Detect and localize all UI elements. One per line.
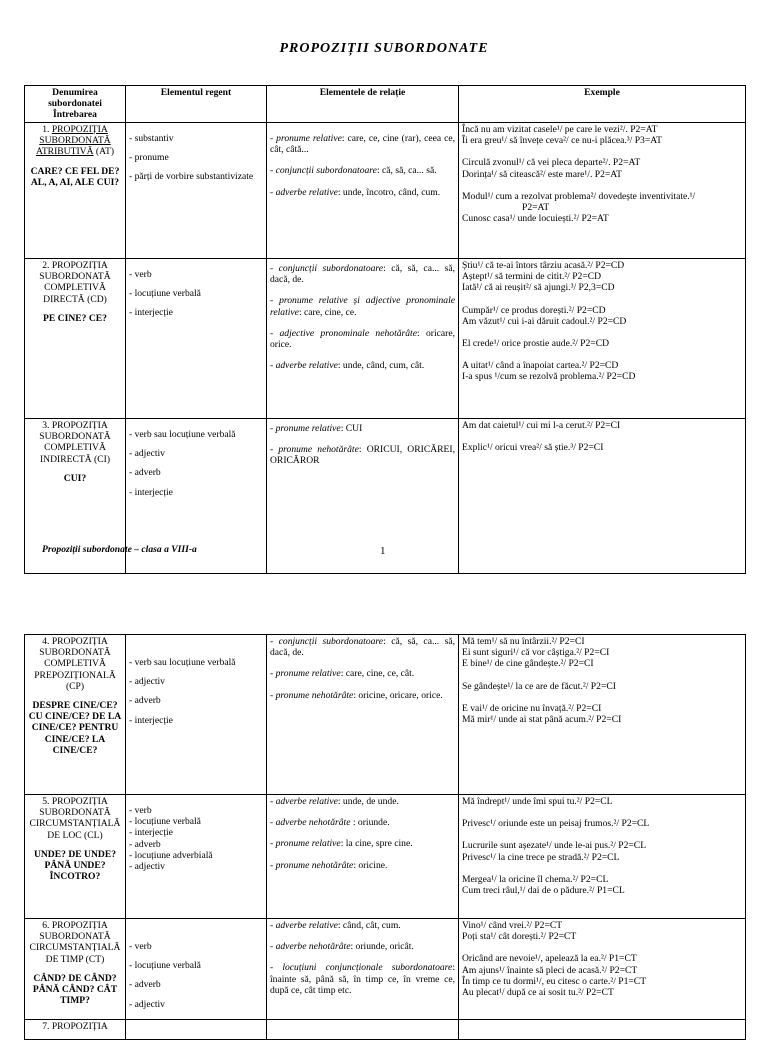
subordinate-abbrev: PROPOZIȚIA SUBORDONATĂ COMPLETIVĂ DIRECTĂ (CD) [39,260,111,305]
example-sentence: Cunosc casa¹/ unde locuiești.²/ P2=AT [462,213,609,225]
regent-cell [126,635,267,795]
regent-item: - verb sau locuțiune verbală [129,429,236,440]
example-sentence: Cum treci râul,¹/ dai de o pădure.²/ P1=CL [462,885,625,897]
question-text: UNDE? DE UNDE? PÂNĂ UNDE? ÎNCOTRO? [33,848,117,883]
row-number: 3. [42,420,52,431]
spacer [462,670,742,681]
example-sentence: Am dat caietul¹/ cui mi l-a cerut.²/ P2=CI [462,420,621,431]
empty-cell [459,1019,746,1039]
page-title: PROPOZIȚII SUBORDONATE [279,41,489,56]
example-sentence: Îi era greu¹/ să învețe ceva²/ ce nu-i plăcea.³/ P3=AT [462,135,662,147]
relatie-type: - adverbe nehotărâte [270,817,351,829]
table-row [25,795,746,919]
regent-item: - adjectiv [129,676,165,688]
subordinate-abbrev: PROPOZIȚIA SUBORDONATĂ CIRCUMSTANȚIALĂ DE TIMP (CT) [29,920,121,965]
page-number: 1 [380,545,386,557]
question-text: CUI? [63,472,87,484]
relatie-type: - adverbe nehotărâte [270,941,351,953]
example-sentence: Lucrurile sunt așezate¹/ unde le-ai pus.²/ P2=CL [462,840,647,852]
example-sentence: Explic¹/ oricui vrea²/ să știe.³/ P2=CI [462,442,604,454]
relatie-type: - pronume relative și adjective pronominale relative [270,295,455,318]
example-sentence: Aștept¹/ să termini de citit.²/ P2=CD [462,271,602,283]
relatie-item [270,636,455,658]
relatie-item [270,796,455,807]
relatie-words: : înainte să, până să, în timp ce, în vreme ce, după ce, cât timp etc. [270,962,455,996]
relatie-cell [267,419,459,574]
example-sentence: Oricând are nevoie¹/, apelează la ea.²/ P1=CT [462,953,637,965]
regent-item: - locuțiune adverbială [129,849,213,861]
subordinate-abbrev: PROPOZIȚIA SUBORDONATĂ CIRCUMSTANȚIALĂ DE LOC (CL) [29,796,121,841]
exemple-cell [459,123,746,259]
relatie-item [270,668,455,679]
regent-item: - adjectiv [129,448,165,460]
spacer [462,349,742,360]
spacer [462,180,742,191]
subordinate-name-cell [25,919,126,1020]
row-number: 1. [42,124,52,135]
example-sentence: E vai¹/ de oricine nu învață.²/ P2=CI [462,702,602,714]
row-number: 6. [42,920,52,931]
relatie-words: : oriunde, oricât. [350,941,414,953]
relatie-item [270,860,455,871]
relatie-words: : unde, de unde. [337,796,399,807]
spacer [462,431,742,442]
table-row [25,919,746,1020]
regent-item: - adverb [129,979,161,991]
relatie-cell [267,635,459,795]
regent-item: - verb [129,941,152,952]
relatie-type: - conjuncții subordonatoare [270,636,384,647]
relatie-words: : CUI [340,423,363,434]
relatie-item [270,920,455,931]
table-row [25,259,746,419]
regent-item: - locuțiune verbală [129,288,201,300]
relatie-item [270,962,455,996]
subordinate-name: PROPOZIȚIA SUBORDONATĂ ATRIBUTIVĂ [35,124,111,158]
question-text: CARE? CE FEL DE? AL, A, AI, ALE CUI? [30,165,120,188]
regent-item: - locuțiune verbală [129,960,201,972]
page-footer: Propoziții subordonate – clasa a VIII-a [42,544,197,555]
relatie-type: - adverbe relative [270,360,338,372]
example-sentence: Ei sunt siguri¹/ că vor câștiga.²/ P2=CI [462,647,610,659]
spacer [462,863,742,874]
regent-item: - interjecție [129,486,173,498]
relatie-type: - adverbe relative [270,796,338,807]
relatie-item [270,133,455,155]
example-sentence: E bine¹/ de cine gândește.²/ P2=CI [462,658,594,670]
relatie-words: : care, cine, ce. [298,306,357,318]
relatie-words: : oricine. [353,859,388,871]
subordinate-abbrev: PROPOZIȚIA SUBORDONATĂ COMPLETIVĂ INDIRECTĂ (CI) [39,420,111,465]
relatie-cell [267,259,459,419]
regent-item: - adverb [129,695,161,707]
spacer [462,146,742,157]
subordinate-name-cell [25,259,126,419]
relatie-words: : unde, când, cum, cât. [337,360,425,372]
regent-item: - interjecție [129,307,173,319]
example-sentence: Poți sta¹/ cât dorești.²/ P2=CT [462,931,577,943]
exemple-cell [459,635,746,795]
regent-item: - adverb [129,838,161,850]
example-sentence: Știu¹/ că te-ai întors târziu acasă.²/ P2=CD [462,260,625,271]
regent-cell [126,795,267,919]
table-row [25,123,746,259]
relatie-item [270,444,455,466]
relatie-words: : oricine, oricare, orice. [353,689,443,701]
relatie-type: - adverbe relative [270,186,338,198]
example-sentence: El crede¹/ orice prostie aude.²/ P2=CD [462,338,610,350]
relatie-words: : unde, încotro, când, cum. [337,186,441,198]
example-sentence: Iată¹/ că ai reușit²/ să ajungi.³/ P2,3=CD [462,282,615,294]
regent-item: - verb sau locuțiune verbală [129,657,236,668]
relatie-item [270,187,455,198]
example-sentence: Am văzut¹/ cui i-ai dăruit cadoul.²/ P2=CD [462,315,627,327]
example-sentence: Dorința¹/ să citească²/ este mare¹/. P2=AT [462,168,623,180]
relatie-item [270,941,455,952]
subordinate-abbrev: (AT) [95,146,115,158]
spacer [462,942,742,953]
example-sentence: I-a spus ¹/cum se rezolvă problema.²/ P2=CD [462,371,636,383]
example-sentence: Modul¹/ cum a rezolvat problema²/ dovedește inventivitate.¹/ [462,190,696,202]
relatie-words: : că, să, ca... să, dacă, de. [270,636,455,659]
regent-item: - verb [129,269,152,280]
example-sentence: Mă îndrept¹/ unde îmi spui tu.²/ P2=CL [462,796,613,807]
relatie-words: : oricare, orice. [270,327,455,351]
regent-item: - locuțiune verbală [129,816,201,828]
relatie-item [270,423,455,434]
question-text: CÂND? DE CÂND? PÂNĂ CÂND? CÂT TIMP? [32,972,118,1007]
table-row [25,635,746,795]
header-regent: Elementul regent [126,86,267,123]
regent-cell [126,259,267,419]
subordinate-name-cell [25,635,126,795]
relatie-cell [267,795,459,919]
subordinate-table-page1 [24,85,746,574]
relatie-item [270,328,455,350]
row-number: 5. [42,796,52,807]
regent-item: - părți de vorbire substantivizate [129,171,254,183]
relatie-type: - pronume relative [270,838,341,850]
regent-item: - adjectiv [129,861,165,873]
example-sentence: P2=AT [522,202,550,214]
exemple-cell [459,259,746,419]
regent-item: - substantiv [129,133,174,144]
relatie-type: - adverbe relative [270,920,338,931]
relatie-words: : la cine, spre cine. [340,838,413,850]
relatie-words: : care, cine, ce, cât. [340,668,415,680]
spacer [462,327,742,338]
subordinate-abbrev: PROPOZIȚIA SUBORDONATĂ COMPLETIVĂ PREPOZIȚIONALĂ (CP) [34,636,116,692]
relatie-type: - pronume nehotărâte [270,689,354,701]
relatie-item [270,360,455,371]
row-number: 4. [42,636,52,647]
relatie-words: : ORICUI, ORICĂREI, ORICĂROR [270,444,456,467]
example-sentence: Privesc¹/ oriunde este un peisaj frumos.²/ P2=CL [462,818,650,830]
example-sentence: Circulă zvonul¹/ că vei pleca departe²/. P2=AT [462,157,641,169]
regent-item: - pronume [129,152,169,164]
subordinate-name-cell [25,123,126,259]
relatie-words: : care, ce, cine (rar), ceea ce, cât, câtă... [270,133,455,156]
relatie-words: : oriunde. [350,817,390,829]
relatie-type: - pronume relative [270,133,342,144]
example-sentence: Mă mir¹/ unde ai stat până acum.²/ P2=CI [462,714,622,726]
header-relatie: Elementele de relație [267,86,459,123]
example-sentence: Vino¹/ când vrei.²/ P2=CT [462,920,563,931]
question-text: DESPRE CINE/CE? CU CINE/CE? DE LA CINE/CE? PENTRU CINE/CE? LA CINE/CE? [28,700,122,756]
relatie-item [270,838,455,849]
row-number: 2. [42,260,52,271]
exemple-cell [459,419,746,574]
spacer [462,294,742,305]
row-stub: 7. PROPOZIȚIA [25,1019,126,1039]
relatie-type: - pronume relative [270,668,341,680]
spacer [462,692,742,703]
regent-item: - verb [129,805,152,816]
example-sentence: Mă tem¹/ să nu întârzii.²/ P2=CI [462,636,585,647]
header-denumirea: Denumirea subordonatei Întrebarea [25,86,126,123]
example-sentence: Am ajuns¹/ înainte să pleci de acasă.²/ P2=CT [462,964,638,976]
relatie-type: - pronume nehotărâte [270,444,359,456]
example-sentence: Privesc¹/ la cine trece pe stradă.²/ P2=CL [462,851,620,863]
example-sentence: Se gândește¹/ la ce are de făcut.²/ P2=CI [462,680,616,692]
relatie-item [270,817,455,828]
relatie-type: - adjective pronominale nehotărâte [270,327,417,339]
regent-cell [126,123,267,259]
relatie-item [270,295,455,317]
example-sentence: Cumpăr¹/ ce produs dorești.²/ P2=CD [462,304,606,316]
example-sentence: Au plecat¹/ după ce ai sosit tu.²/ P2=CT [462,987,614,999]
relatie-cell [267,919,459,1020]
question-text: PE CINE? CE? [43,312,107,324]
relatie-item [270,165,455,176]
regent-item: - adverb [129,467,161,479]
regent-cell [126,919,267,1020]
spacer [462,807,742,818]
relatie-type: - conjuncții subordonatoare [270,263,384,274]
regent-item: - interjecție [129,827,173,839]
exemple-cell [459,919,746,1020]
relatie-words: : când, cât, cum. [337,920,401,931]
relatie-type: - pronume nehotărâte [270,859,354,871]
relatie-item [270,263,455,285]
empty-cell [267,1019,459,1039]
relatie-type: - conjuncții subordonatoare [270,165,377,177]
subordinate-name-cell [25,795,126,919]
header-exemple: Exemple [459,86,746,123]
relatie-words: : că, să, ca... să. [376,165,437,177]
example-sentence: Mergea¹/ la oricine îl chema.²/ P2=CL [462,873,609,885]
subordinate-table-page2 [24,634,746,1040]
relatie-type: - pronume relative [270,423,341,434]
relatie-type: - locuțiuni conjuncționale subordonatoare [270,962,453,974]
empty-cell [126,1019,267,1039]
relatie-cell [267,123,459,259]
example-sentence: Încă nu am vizitat casele¹/ pe care le vezi²/. P2=AT [462,124,658,135]
relatie-words: : că, să, ca... să, dacă, de. [270,263,455,286]
spacer [462,829,742,840]
example-sentence: În timp ce tu dormi¹/, eu citesc o carte.²/ P1=CT [462,975,647,987]
relatie-item [270,690,455,701]
regent-item: - adjectiv [129,998,165,1010]
exemple-cell [459,795,746,919]
example-sentence: A uitat¹/ când a înapoiat cartea.²/ P2=CD [462,360,619,372]
regent-item: - interjecție [129,714,173,726]
